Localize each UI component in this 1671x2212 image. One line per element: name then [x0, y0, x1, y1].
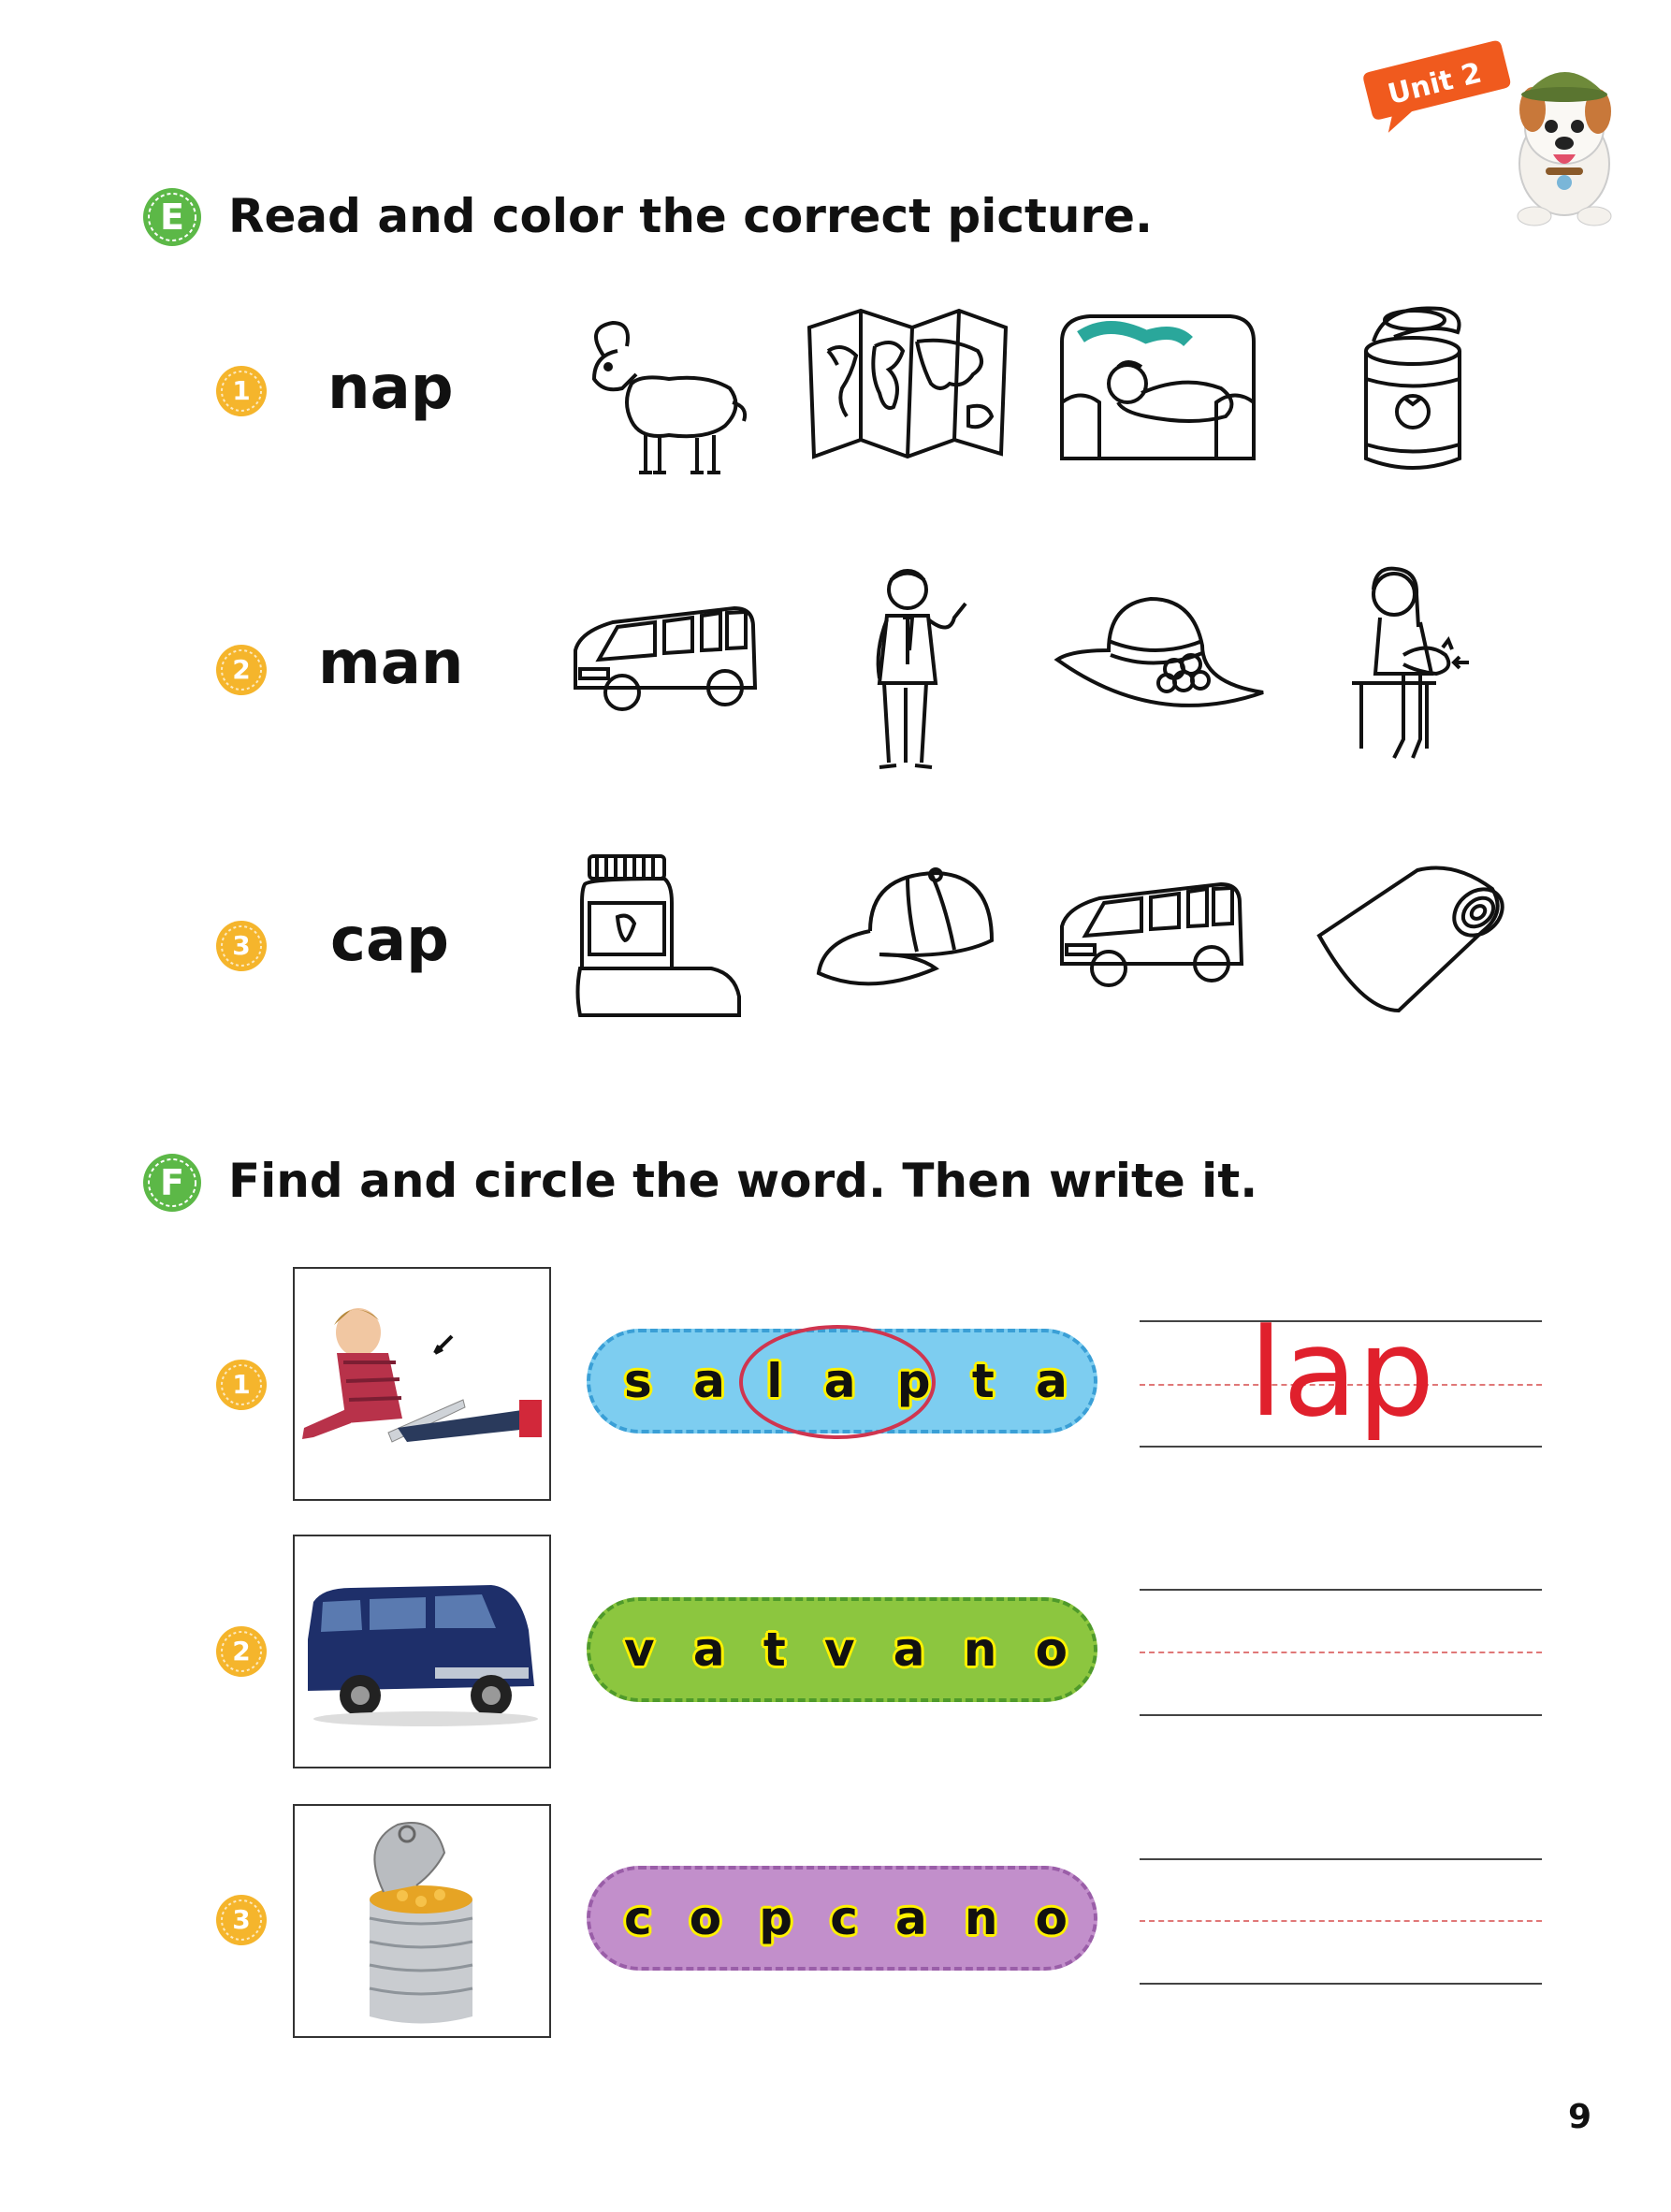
letter[interactable]: a [823, 1354, 856, 1408]
writing-line-mid [1140, 1920, 1542, 1922]
target-word: man [318, 629, 464, 698]
section-e-badge: E [142, 187, 202, 247]
writing-line-base [1140, 1714, 1542, 1716]
van-icon[interactable] [1053, 875, 1230, 1053]
letter[interactable]: c [624, 1891, 652, 1945]
target-word: cap [330, 906, 449, 975]
letter[interactable]: n [963, 1623, 997, 1677]
letter[interactable]: a [693, 1354, 725, 1408]
open-corn-can-photo [293, 1804, 551, 2038]
jam-jar-and-bread-icon[interactable] [571, 847, 748, 1025]
letter[interactable]: p [759, 1891, 793, 1945]
letter[interactable]: n [964, 1891, 998, 1945]
letter[interactable]: p [896, 1354, 931, 1408]
goat-icon[interactable] [566, 299, 744, 477]
letter[interactable]: v [823, 1623, 855, 1677]
dog-mascot-icon [1497, 51, 1637, 229]
letter[interactable]: a [895, 1891, 927, 1945]
letter-strip [587, 1597, 1097, 1702]
letter[interactable]: a [692, 1623, 725, 1677]
letter[interactable]: o [1035, 1623, 1068, 1677]
man-waving-icon[interactable] [861, 561, 1039, 739]
row-number: 1 [215, 1359, 268, 1411]
letter[interactable]: s [624, 1354, 652, 1408]
answer-circle [739, 1325, 936, 1439]
row-number: 2 [215, 1625, 268, 1678]
row-number: 3 [215, 920, 268, 972]
letter[interactable]: a [1036, 1354, 1068, 1408]
blue-van-photo [293, 1535, 551, 1768]
row-number: 3 [215, 1894, 268, 1946]
target-word: nap [327, 354, 454, 423]
boy-with-laptop-photo [293, 1267, 551, 1501]
letter[interactable]: a [893, 1623, 925, 1677]
letter[interactable]: c [830, 1891, 858, 1945]
writing-line-mid [1140, 1652, 1542, 1653]
rolled-mat-icon[interactable] [1315, 861, 1492, 1039]
letter[interactable]: l [766, 1354, 783, 1408]
van-icon[interactable] [566, 599, 744, 777]
section-f-title: Find and circle the word. Then write it. [228, 1154, 1258, 1208]
written-answer[interactable]: lap [1249, 1302, 1435, 1444]
letter[interactable]: v [624, 1623, 655, 1677]
row-number: 2 [215, 644, 268, 696]
section-e-title: Read and color the correct picture. [228, 189, 1154, 243]
row-number: 1 [215, 365, 268, 417]
writing-line-top [1140, 1858, 1542, 1860]
letter-strip [587, 1866, 1097, 1971]
letter[interactable]: o [689, 1891, 722, 1945]
unit-tag [1356, 37, 1516, 134]
tomato-can-icon[interactable] [1347, 299, 1525, 477]
letter[interactable]: t [971, 1354, 995, 1408]
writing-line-base [1140, 1983, 1542, 1985]
page-number: 9 [1568, 2098, 1592, 2136]
boy-napping-on-sofa-icon[interactable] [1053, 299, 1230, 477]
hat-icon[interactable] [1053, 589, 1230, 767]
cap-icon[interactable] [814, 866, 992, 1043]
map-icon[interactable] [800, 299, 978, 477]
section-f-badge: F [142, 1153, 202, 1213]
girl-with-cat-icon[interactable] [1338, 561, 1516, 739]
letter[interactable]: o [1035, 1891, 1068, 1945]
writing-line-top [1140, 1589, 1542, 1591]
unit-label: Unit 2 [1384, 56, 1486, 112]
writing-line-base [1140, 1446, 1542, 1448]
letter[interactable]: t [763, 1623, 786, 1677]
